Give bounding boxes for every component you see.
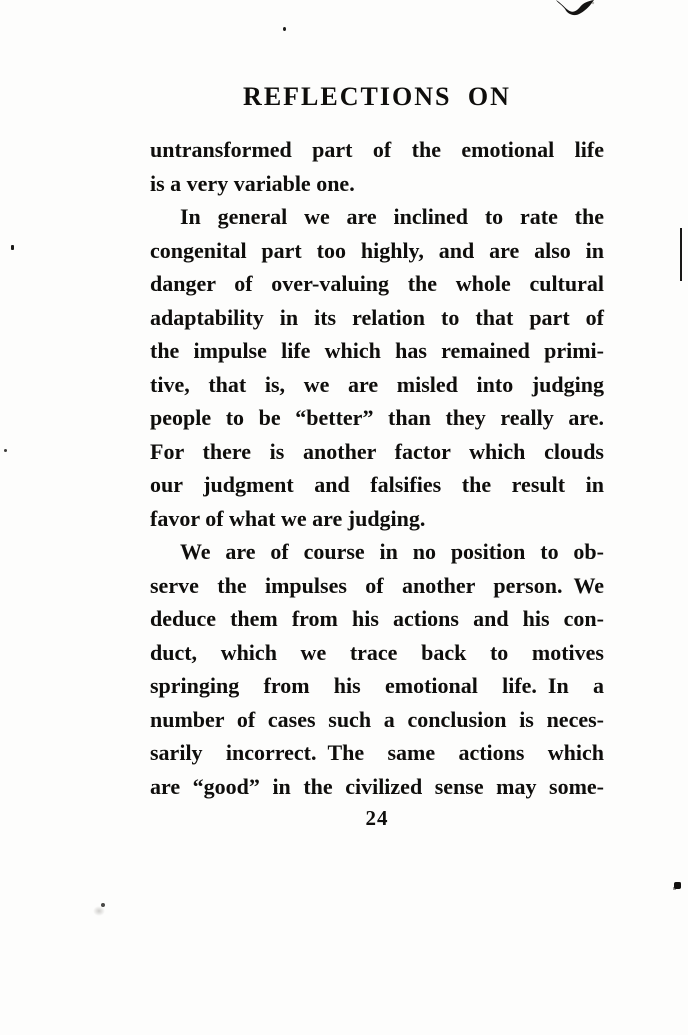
text-block [150,133,604,803]
text-line: adaptability in its relation to that part of [150,304,604,330]
text-line: duct, which we trace back to motives [150,639,604,665]
text-line: congenital part too highly, and are also in [150,237,604,263]
text-line: our judgment and falsifies the result in [150,472,604,497]
running-header: REFLECTIONS ON [243,82,511,111]
text-line: springing from his emotional life. In a [150,673,604,698]
scan-smudge [93,906,105,916]
text-line: untransformed part of the emotional life [150,137,604,162]
text-line: tive, that is, we are misled into judging [150,371,604,397]
text-line: serve the impulses of another person. We [150,572,604,598]
text-line: favor of what we are judging. [150,505,426,531]
text-line: For there is another factor which clouds [150,438,604,464]
scan-speck [283,27,286,31]
text-line: people to be “better” than they really are. [150,405,604,430]
scan-speck [11,245,14,250]
text-line: danger of over-valuing the whole cultural [150,271,604,296]
scan-speck [4,449,7,452]
text-line: are “good” in the civilized sense may some- [150,773,604,799]
text-line: number of cases such a conclusion is neces- [150,706,604,732]
text-line: In general we are inclined to rate the [180,204,604,229]
scan-ink-dot [674,882,681,889]
scan-scratch-line [680,228,682,281]
text-line: sarily incorrect. The same actions which [150,740,604,765]
scan-speck [101,903,105,907]
text-line: We are of course in no position to ob- [180,539,604,564]
text-line: the impulse life which has remained primi- [150,338,604,363]
text-line: is a very variable one. [150,170,355,196]
page-number: 24 [365,806,389,830]
ink-blot-artifact [555,0,597,19]
text-line: deduce them from his actions and his con- [150,606,604,631]
